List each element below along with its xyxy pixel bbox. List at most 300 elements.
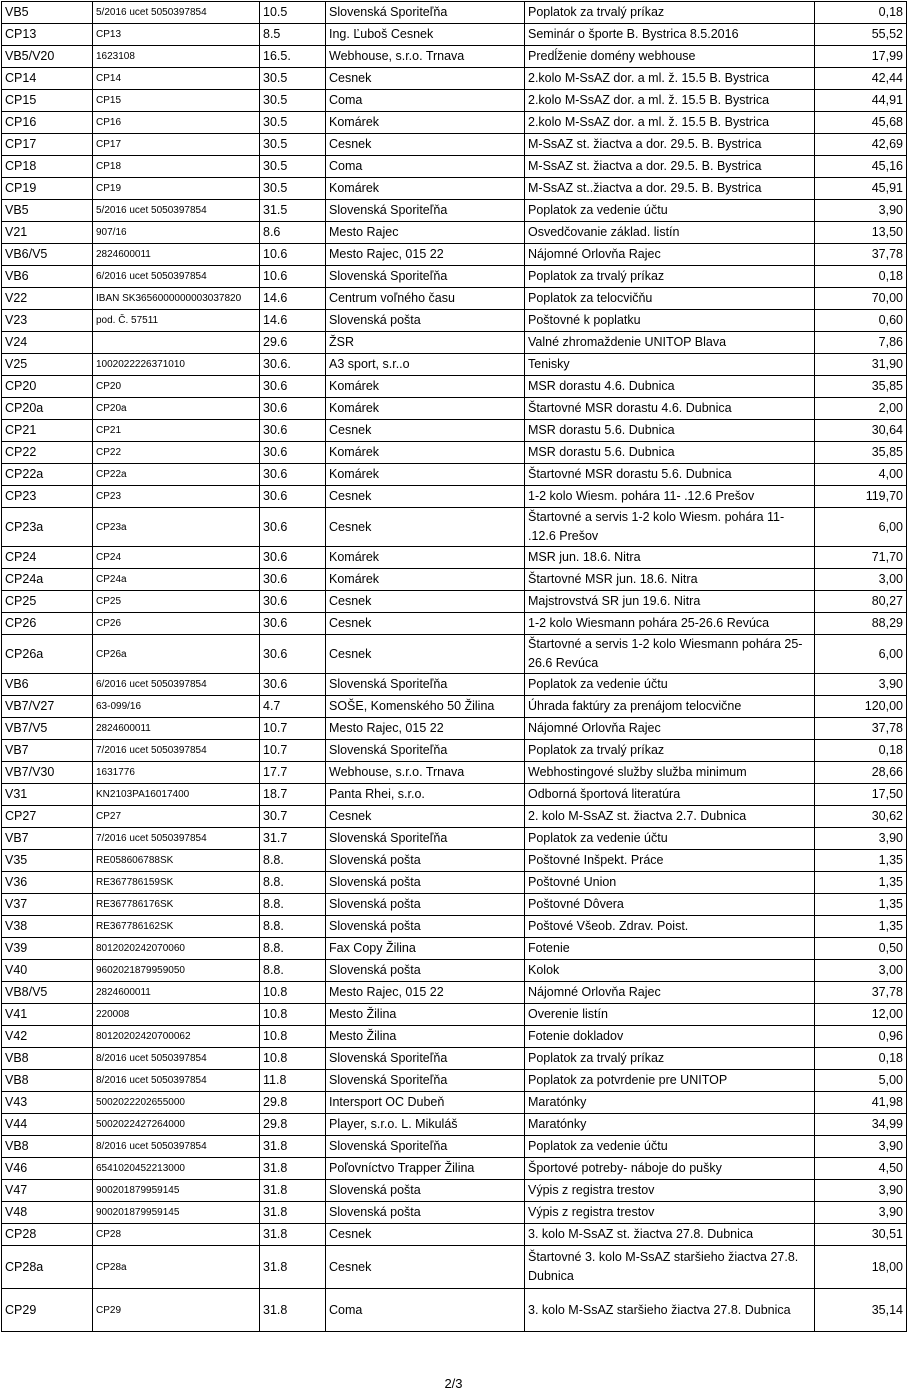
partner-cell: Komárek <box>326 442 525 464</box>
description-cell: Valné zhromaždenie UNITOP Blava <box>525 332 815 354</box>
description-cell: 1-2 kolo Wiesm. pohára 11- .12.6 Prešov <box>525 486 815 508</box>
date-cell: 8.5 <box>260 24 326 46</box>
table-row <box>2 613 907 635</box>
amount-cell: 35,14 <box>815 1289 907 1332</box>
table-row <box>2 916 907 938</box>
table-row <box>2 222 907 244</box>
date-cell: 8.6 <box>260 222 326 244</box>
doc-id-cell: CP17 <box>2 134 93 156</box>
partner-cell: Komárek <box>326 112 525 134</box>
doc-id-cell: CP14 <box>2 68 93 90</box>
doc-id-cell: VB5 <box>2 2 93 24</box>
date-cell: 4.7 <box>260 696 326 718</box>
table-row <box>2 178 907 200</box>
doc-id-cell: VB6 <box>2 266 93 288</box>
partner-cell: Webhouse, s.r.o. Trnava <box>326 46 525 68</box>
partner-cell: Slovenská Sporiteľňa <box>326 828 525 850</box>
partner-cell: Webhouse, s.r.o. Trnava <box>326 762 525 784</box>
table-row <box>2 938 907 960</box>
date-cell: 31.7 <box>260 828 326 850</box>
table-row <box>2 486 907 508</box>
amount-cell: 17,50 <box>815 784 907 806</box>
date-cell: 30.7 <box>260 806 326 828</box>
amount-cell: 3,90 <box>815 200 907 222</box>
date-cell: 31.8 <box>260 1158 326 1180</box>
doc-id-cell: V25 <box>2 354 93 376</box>
doc-id-cell: V39 <box>2 938 93 960</box>
description-cell: M-SsAZ st..žiactva a dor. 29.5. B. Bystrica <box>525 178 815 200</box>
table-row <box>2 508 907 547</box>
partner-cell: Cesnek <box>326 613 525 635</box>
amount-cell: 37,78 <box>815 244 907 266</box>
description-cell: Tenisky <box>525 354 815 376</box>
amount-cell: 1,35 <box>815 872 907 894</box>
partner-cell: A3 sport, s.r..o <box>326 354 525 376</box>
partner-cell: Komárek <box>326 376 525 398</box>
partner-cell: Slovenská pošta <box>326 310 525 332</box>
table-row <box>2 1026 907 1048</box>
amount-cell: 31,90 <box>815 354 907 376</box>
date-cell: 31.8 <box>260 1202 326 1224</box>
amount-cell: 42,44 <box>815 68 907 90</box>
partner-cell: Centrum voľného času <box>326 288 525 310</box>
date-cell: 10.6 <box>260 244 326 266</box>
doc-id-cell: CP21 <box>2 420 93 442</box>
amount-cell: 70,00 <box>815 288 907 310</box>
amount-cell: 41,98 <box>815 1092 907 1114</box>
doc-id-cell: V22 <box>2 288 93 310</box>
date-cell: 30.6 <box>260 464 326 486</box>
date-cell: 31.8 <box>260 1224 326 1246</box>
amount-cell: 1,35 <box>815 916 907 938</box>
reference-cell: 5/2016 ucet 5050397854 <box>93 2 260 24</box>
date-cell: 8.8. <box>260 872 326 894</box>
partner-cell: Slovenská pošta <box>326 1202 525 1224</box>
reference-cell: CP22 <box>93 442 260 464</box>
table-row <box>2 46 907 68</box>
date-cell: 31.5 <box>260 200 326 222</box>
doc-id-cell: CP27 <box>2 806 93 828</box>
description-cell: 3. kolo M-SsAZ st. žiactva 27.8. Dubnica <box>525 1224 815 1246</box>
doc-id-cell: V42 <box>2 1026 93 1048</box>
description-cell: Nájomné Orlovňa Rajec <box>525 982 815 1004</box>
table-row <box>2 591 907 613</box>
partner-cell: Slovenská pošta <box>326 850 525 872</box>
amount-cell: 7,86 <box>815 332 907 354</box>
description-cell: Štartovné MSR jun. 18.6. Nitra <box>525 569 815 591</box>
doc-id-cell: V46 <box>2 1158 93 1180</box>
partner-cell: Komárek <box>326 398 525 420</box>
amount-cell: 120,00 <box>815 696 907 718</box>
description-cell: Športové potreby- náboje do pušky <box>525 1158 815 1180</box>
doc-id-cell: V41 <box>2 1004 93 1026</box>
doc-id-cell: VB7 <box>2 828 93 850</box>
table-row <box>2 310 907 332</box>
reference-cell: 7/2016 ucet 5050397854 <box>93 740 260 762</box>
reference-cell: 900201879959145 <box>93 1180 260 1202</box>
reference-cell: CP18 <box>93 156 260 178</box>
doc-id-cell: CP13 <box>2 24 93 46</box>
partner-cell: Slovenská Sporiteľňa <box>326 1048 525 1070</box>
description-cell: Výpis z registra trestov <box>525 1202 815 1224</box>
date-cell: 30.6 <box>260 376 326 398</box>
doc-id-cell: VB5/V20 <box>2 46 93 68</box>
table-row <box>2 960 907 982</box>
table-row <box>2 2 907 24</box>
partner-cell: Cesnek <box>326 68 525 90</box>
description-cell: Poštovné Dôvera <box>525 894 815 916</box>
amount-cell: 71,70 <box>815 547 907 569</box>
reference-cell: 220008 <box>93 1004 260 1026</box>
doc-id-cell: CP22a <box>2 464 93 486</box>
partner-cell: Poľovníctvo Trapper Žilina <box>326 1158 525 1180</box>
partner-cell: Komárek <box>326 178 525 200</box>
amount-cell: 0,50 <box>815 938 907 960</box>
description-cell: Maratónky <box>525 1114 815 1136</box>
doc-id-cell: V35 <box>2 850 93 872</box>
reference-cell: CP20 <box>93 376 260 398</box>
reference-cell: CP22a <box>93 464 260 486</box>
date-cell: 30.6 <box>260 674 326 696</box>
table-row <box>2 1224 907 1246</box>
date-cell: 11.8 <box>260 1070 326 1092</box>
doc-id-cell: CP20 <box>2 376 93 398</box>
date-cell: 30.5 <box>260 156 326 178</box>
description-cell: Seminár o športe B. Bystrica 8.5.2016 <box>525 24 815 46</box>
amount-cell: 34,99 <box>815 1114 907 1136</box>
reference-cell: 5/2016 ucet 5050397854 <box>93 200 260 222</box>
partner-cell: Komárek <box>326 464 525 486</box>
table-row <box>2 784 907 806</box>
description-cell: Štartovné MSR dorastu 4.6. Dubnica <box>525 398 815 420</box>
reference-cell: 63-099/16 <box>93 696 260 718</box>
partner-cell: Slovenská pošta <box>326 916 525 938</box>
reference-cell: CP29 <box>93 1289 260 1332</box>
reference-cell: RE058606788SK <box>93 850 260 872</box>
reference-cell: CP13 <box>93 24 260 46</box>
amount-cell: 45,68 <box>815 112 907 134</box>
reference-cell: CP28 <box>93 1224 260 1246</box>
doc-id-cell: V21 <box>2 222 93 244</box>
date-cell: 30.6 <box>260 508 326 547</box>
ledger-table <box>1 1 907 1332</box>
doc-id-cell: CP23 <box>2 486 93 508</box>
amount-cell: 0,18 <box>815 266 907 288</box>
reference-cell: 5002022202655000 <box>93 1092 260 1114</box>
partner-cell: Ing. Ľuboš Cesnek <box>326 24 525 46</box>
partner-cell: Cesnek <box>326 806 525 828</box>
description-cell: Poštovné k poplatku <box>525 310 815 332</box>
reference-cell: 1631776 <box>93 762 260 784</box>
partner-cell: Mesto Rajec, 015 22 <box>326 244 525 266</box>
doc-id-cell: VB6 <box>2 674 93 696</box>
table-row <box>2 1114 907 1136</box>
reference-cell: CP17 <box>93 134 260 156</box>
reference-cell <box>93 332 260 354</box>
amount-cell: 45,91 <box>815 178 907 200</box>
doc-id-cell: VB5 <box>2 200 93 222</box>
date-cell: 30.6 <box>260 486 326 508</box>
date-cell: 18.7 <box>260 784 326 806</box>
date-cell: 30.6 <box>260 613 326 635</box>
reference-cell: 80120202420700062 <box>93 1026 260 1048</box>
partner-cell: SOŠE, Komenského 50 Žilina <box>326 696 525 718</box>
date-cell: 30.6 <box>260 547 326 569</box>
reference-cell: CP15 <box>93 90 260 112</box>
page-number: 2/3 <box>444 1376 463 1391</box>
description-cell: Poštovné Union <box>525 872 815 894</box>
description-cell: 2.kolo M-SsAZ dor. a ml. ž. 15.5 B. Bystrica <box>525 112 815 134</box>
amount-cell: 4,00 <box>815 464 907 486</box>
description-cell: Webhostingové služby služba minimum <box>525 762 815 784</box>
doc-id-cell: CP18 <box>2 156 93 178</box>
table-row <box>2 894 907 916</box>
reference-cell: 1002022226371010 <box>93 354 260 376</box>
doc-id-cell: CP19 <box>2 178 93 200</box>
amount-cell: 0,18 <box>815 740 907 762</box>
table-row <box>2 376 907 398</box>
date-cell: 8.8. <box>260 960 326 982</box>
partner-cell: Slovenská Sporiteľňa <box>326 674 525 696</box>
doc-id-cell: CP25 <box>2 591 93 613</box>
amount-cell: 28,66 <box>815 762 907 784</box>
amount-cell: 2,00 <box>815 398 907 420</box>
amount-cell: 42,69 <box>815 134 907 156</box>
doc-id-cell: CP23a <box>2 508 93 547</box>
table-row <box>2 1004 907 1026</box>
description-cell: Fotenie dokladov <box>525 1026 815 1048</box>
amount-cell: 55,52 <box>815 24 907 46</box>
amount-cell: 35,85 <box>815 442 907 464</box>
table-row <box>2 1048 907 1070</box>
description-cell: 2. kolo M-SsAZ st. žiactva 2.7. Dubnica <box>525 806 815 828</box>
description-cell: Osvedčovanie základ. listín <box>525 222 815 244</box>
table-row <box>2 1180 907 1202</box>
table-row <box>2 1070 907 1092</box>
doc-id-cell: VB7/V5 <box>2 718 93 740</box>
description-cell: M-SsAZ st. žiactva a dor. 29.5. B. Bystrica <box>525 134 815 156</box>
description-cell: 3. kolo M-SsAZ staršieho žiactva 27.8. Dubnica <box>525 1289 815 1332</box>
description-cell: Poplatok za trvalý príkaz <box>525 740 815 762</box>
table-row <box>2 1202 907 1224</box>
reference-cell: RE367786176SK <box>93 894 260 916</box>
date-cell: 17.7 <box>260 762 326 784</box>
table-row <box>2 112 907 134</box>
amount-cell: 6,00 <box>815 508 907 547</box>
table-row <box>2 398 907 420</box>
date-cell: 10.8 <box>260 1026 326 1048</box>
description-cell: MSR dorastu 5.6. Dubnica <box>525 420 815 442</box>
date-cell: 14.6 <box>260 288 326 310</box>
description-cell: Odborná športová literatúra <box>525 784 815 806</box>
amount-cell: 1,35 <box>815 850 907 872</box>
date-cell: 31.8 <box>260 1180 326 1202</box>
description-cell: 2.kolo M-SsAZ dor. a ml. ž. 15.5 B. Bystrica <box>525 68 815 90</box>
date-cell: 30.5 <box>260 178 326 200</box>
reference-cell: 2824600011 <box>93 718 260 740</box>
amount-cell: 88,29 <box>815 613 907 635</box>
reference-cell: CP23 <box>93 486 260 508</box>
amount-cell: 0,60 <box>815 310 907 332</box>
doc-id-cell: CP26a <box>2 635 93 674</box>
amount-cell: 80,27 <box>815 591 907 613</box>
doc-id-cell: VB7/V30 <box>2 762 93 784</box>
table-row <box>2 442 907 464</box>
partner-cell: Komárek <box>326 569 525 591</box>
partner-cell: ŽSR <box>326 332 525 354</box>
description-cell: Poplatok za telocvičňu <box>525 288 815 310</box>
partner-cell: Slovenská Sporiteľňa <box>326 1070 525 1092</box>
reference-cell: CP14 <box>93 68 260 90</box>
date-cell: 10.5 <box>260 2 326 24</box>
partner-cell: Cesnek <box>326 134 525 156</box>
description-cell: Predĺženie domény webhouse <box>525 46 815 68</box>
doc-id-cell: VB8 <box>2 1070 93 1092</box>
reference-cell: pod. Č. 57511 <box>93 310 260 332</box>
description-cell: Poplatok za vedenie účtu <box>525 828 815 850</box>
amount-cell: 3,90 <box>815 1202 907 1224</box>
description-cell: Poplatok za trvalý príkaz <box>525 2 815 24</box>
date-cell: 10.6 <box>260 266 326 288</box>
reference-cell: 6/2016 ucet 5050397854 <box>93 266 260 288</box>
partner-cell: Komárek <box>326 547 525 569</box>
date-cell: 10.8 <box>260 982 326 1004</box>
description-cell: Výpis z registra trestov <box>525 1180 815 1202</box>
table-row <box>2 464 907 486</box>
partner-cell: Mesto Rajec <box>326 222 525 244</box>
partner-cell: Slovenská pošta <box>326 872 525 894</box>
date-cell: 30.6 <box>260 635 326 674</box>
date-cell: 30.6 <box>260 569 326 591</box>
table-row <box>2 90 907 112</box>
partner-cell: Cesnek <box>326 635 525 674</box>
description-cell: MSR jun. 18.6. Nitra <box>525 547 815 569</box>
reference-cell: 9602021879959050 <box>93 960 260 982</box>
date-cell: 31.8 <box>260 1246 326 1289</box>
reference-cell: 6/2016 ucet 5050397854 <box>93 674 260 696</box>
reference-cell: 8/2016 ucet 5050397854 <box>93 1136 260 1158</box>
description-cell: Úhrada faktúry za prenájom telocvične <box>525 696 815 718</box>
partner-cell: Slovenská Sporiteľňa <box>326 740 525 762</box>
table-row <box>2 696 907 718</box>
doc-id-cell: CP28 <box>2 1224 93 1246</box>
doc-id-cell: CP20a <box>2 398 93 420</box>
amount-cell: 0,18 <box>815 2 907 24</box>
partner-cell: Slovenská pošta <box>326 960 525 982</box>
date-cell: 30.5 <box>260 90 326 112</box>
amount-cell: 17,99 <box>815 46 907 68</box>
partner-cell: Coma <box>326 156 525 178</box>
date-cell: 8.8. <box>260 850 326 872</box>
amount-cell: 37,78 <box>815 982 907 1004</box>
amount-cell: 13,50 <box>815 222 907 244</box>
date-cell: 10.8 <box>260 1004 326 1026</box>
description-cell: Štartovné a servis 1-2 kolo Wiesm. pohára 11- .12.6 Prešov <box>525 508 815 547</box>
ledger-body <box>2 2 907 1332</box>
table-row <box>2 1246 907 1289</box>
partner-cell: Coma <box>326 1289 525 1332</box>
partner-cell: Coma <box>326 90 525 112</box>
doc-id-cell: V36 <box>2 872 93 894</box>
amount-cell: 30,51 <box>815 1224 907 1246</box>
amount-cell: 0,96 <box>815 1026 907 1048</box>
doc-id-cell: CP22 <box>2 442 93 464</box>
reference-cell: 8/2016 ucet 5050397854 <box>93 1048 260 1070</box>
doc-id-cell: CP26 <box>2 613 93 635</box>
description-cell: Kolok <box>525 960 815 982</box>
amount-cell: 3,90 <box>815 1136 907 1158</box>
amount-cell: 35,85 <box>815 376 907 398</box>
reference-cell: IBAN SK3656000000003037820 <box>93 288 260 310</box>
table-row <box>2 547 907 569</box>
partner-cell: Panta Rhei, s.r.o. <box>326 784 525 806</box>
date-cell: 30.5 <box>260 68 326 90</box>
date-cell: 29.8 <box>260 1114 326 1136</box>
reference-cell: CP26 <box>93 613 260 635</box>
doc-id-cell: V31 <box>2 784 93 806</box>
amount-cell: 3,00 <box>815 569 907 591</box>
reference-cell: 5002022427264000 <box>93 1114 260 1136</box>
partner-cell: Mesto Rajec, 015 22 <box>326 718 525 740</box>
description-cell: 2.kolo M-SsAZ dor. a ml. ž. 15.5 B. Bystrica <box>525 90 815 112</box>
reference-cell: 8/2016 ucet 5050397854 <box>93 1070 260 1092</box>
table-row <box>2 1158 907 1180</box>
reference-cell: CP24a <box>93 569 260 591</box>
table-row <box>2 134 907 156</box>
partner-cell: Cesnek <box>326 591 525 613</box>
table-row <box>2 354 907 376</box>
date-cell: 30.6 <box>260 398 326 420</box>
table-row <box>2 674 907 696</box>
partner-cell: Cesnek <box>326 1246 525 1289</box>
amount-cell: 37,78 <box>815 718 907 740</box>
partner-cell: Intersport OC Dubeň <box>326 1092 525 1114</box>
table-row <box>2 828 907 850</box>
amount-cell: 119,70 <box>815 486 907 508</box>
table-row <box>2 806 907 828</box>
date-cell: 30.5 <box>260 134 326 156</box>
table-row <box>2 24 907 46</box>
doc-id-cell: VB8/V5 <box>2 982 93 1004</box>
table-row <box>2 1092 907 1114</box>
doc-id-cell: CP24a <box>2 569 93 591</box>
partner-cell: Mesto Rajec, 015 22 <box>326 982 525 1004</box>
reference-cell: CP27 <box>93 806 260 828</box>
table-row <box>2 266 907 288</box>
date-cell: 29.8 <box>260 1092 326 1114</box>
partner-cell: Slovenská Sporiteľňa <box>326 1136 525 1158</box>
description-cell: Poplatok za trvalý príkaz <box>525 266 815 288</box>
table-row <box>2 718 907 740</box>
doc-id-cell: CP24 <box>2 547 93 569</box>
doc-id-cell: CP28a <box>2 1246 93 1289</box>
table-row <box>2 244 907 266</box>
table-row <box>2 288 907 310</box>
description-cell: Poplatok za trvalý príkaz <box>525 1048 815 1070</box>
reference-cell: RE367786159SK <box>93 872 260 894</box>
description-cell: Poštové Všeob. Zdrav. Poist. <box>525 916 815 938</box>
table-row <box>2 762 907 784</box>
partner-cell: Fax Copy Žilina <box>326 938 525 960</box>
description-cell: Poplatok za vedenie účtu <box>525 1136 815 1158</box>
table-row <box>2 635 907 674</box>
doc-id-cell: CP29 <box>2 1289 93 1332</box>
amount-cell: 30,62 <box>815 806 907 828</box>
date-cell: 30.6 <box>260 420 326 442</box>
description-cell: Štartovné 3. kolo M-SsAZ staršieho žiactva 27.8. Dubnica <box>525 1246 815 1289</box>
reference-cell: 7/2016 ucet 5050397854 <box>93 828 260 850</box>
description-cell: M-SsAZ st. žiactva a dor. 29.5. B. Bystrica <box>525 156 815 178</box>
